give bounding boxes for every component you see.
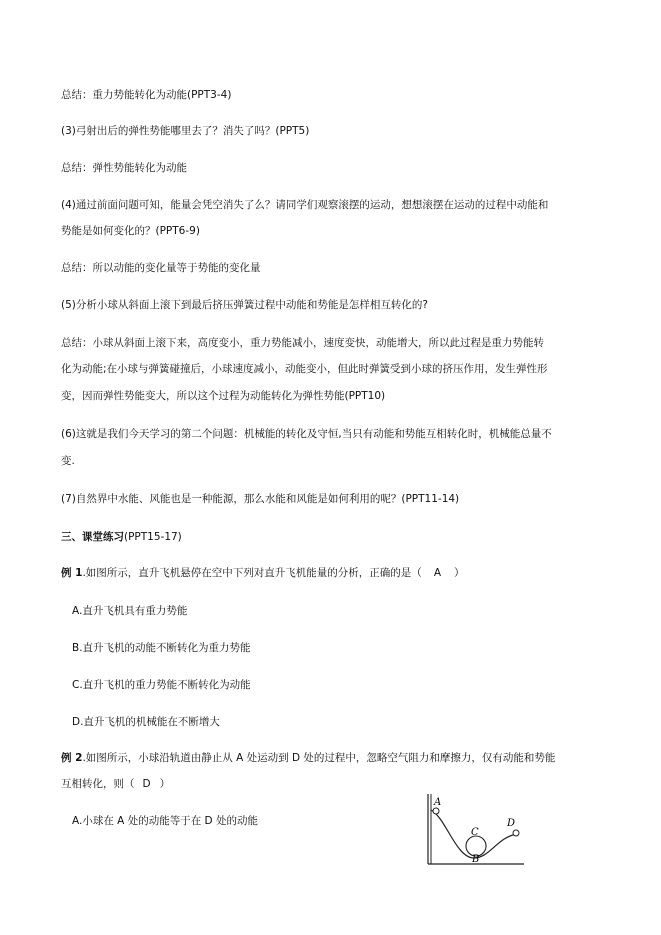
example-2-option-a: A.小球在 A 处的动能等于在 D 处的动能 bbox=[72, 815, 258, 827]
example-1-label: 例 1 bbox=[61, 567, 83, 579]
section-3-heading bbox=[61, 530, 182, 544]
section-3-title: 三、课堂练习 bbox=[61, 531, 124, 543]
ball-d bbox=[513, 830, 519, 836]
summary-energy-change: 总结：所以动能的变化量等于势能的变化量 bbox=[61, 262, 261, 274]
summary-ball-line1: 总结：小球从斜面上滚下来，高度变小，重力势能减小，速度变快，动能增大，所以此过程是重力势能转 bbox=[61, 337, 544, 349]
example-1-text: .如图所示，直升飞机悬停在空中下列对直升飞机能量的分析，正确的是（ bbox=[82, 567, 422, 579]
ball-a bbox=[433, 808, 439, 814]
example-2-close: ） bbox=[159, 778, 171, 790]
summary-ball-line3: 变，因而弹性势能变大，所以这个过程为动能转化为弹性势能(PPT10) bbox=[61, 390, 386, 402]
question-5: (5)分析小球从斜面上滚下到最后挤压弹簧过程中动能和势能是怎样相互转化的? bbox=[61, 299, 428, 311]
label-c: C bbox=[471, 827, 479, 838]
example-1-option-c: C.直升飞机的重力势能不断转化为动能 bbox=[72, 679, 251, 691]
summary-elastic-to-kinetic: 总结：弹性势能转化为动能 bbox=[61, 162, 187, 174]
question-3: (3)弓射出后的弹性势能哪里去了？消失了吗？(PPT5) bbox=[61, 125, 310, 137]
label-a: A bbox=[434, 797, 442, 808]
summary-gravity-to-kinetic: 总结：重力势能转化为动能(PPT3-4) bbox=[61, 89, 232, 101]
question-4-line1: (4)通过前面问题可知，能量会凭空消失了么？请同学们观察滚摆的运动，想想滚摆在运动的过程中动能和 bbox=[61, 199, 549, 211]
track-figure bbox=[418, 788, 528, 870]
example-2-text-2: 互相转化，则（ bbox=[61, 778, 135, 790]
question-4-line2: 势能是如何变化的？(PPT6-9) bbox=[61, 225, 200, 237]
question-6-line1: (6)这就是我们今天学习的第二个问题：机械能的转化及守恒,当只有动能和势能互相转化时，机械能总量不 bbox=[61, 428, 552, 440]
example-2-stem-line1 bbox=[61, 751, 555, 765]
example-1-answer: A bbox=[433, 567, 442, 579]
example-1-stem bbox=[61, 566, 465, 580]
summary-ball-line2: 化为动能;在小球与弹簧碰撞后，小球速度减小，动能变小，但此时弹簧受到小球的挤压作用，发生弹性形 bbox=[61, 363, 548, 375]
question-6-line2: 变. bbox=[61, 455, 75, 467]
example-1-option-b: B.直升飞机的动能不断转化为重力势能 bbox=[72, 642, 251, 654]
example-1-option-a: A.直升飞机具有重力势能 bbox=[72, 605, 188, 617]
label-d: D bbox=[507, 818, 516, 829]
loop-circle bbox=[466, 836, 486, 856]
example-1-close: ） bbox=[454, 567, 465, 579]
example-2-answer: D bbox=[142, 778, 152, 790]
example-2-label: 例 2 bbox=[61, 752, 83, 764]
example-1-option-d: D.直升飞机的机械能在不断增大 bbox=[72, 716, 220, 728]
example-2-stem-line2 bbox=[61, 777, 170, 791]
question-7: (7)自然界中水能、风能也是一种能源，那么水能和风能是如何利用的呢？(PPT11-14) bbox=[61, 493, 460, 505]
example-2-text: .如图所示，小球沿轨道由静止从 A 处运动到 D 处的过程中，忽略空气阻力和摩擦力，仅有动能和势能 bbox=[82, 752, 556, 764]
label-b: B bbox=[472, 854, 480, 865]
section-3-ref: (PPT15-17) bbox=[124, 531, 182, 543]
